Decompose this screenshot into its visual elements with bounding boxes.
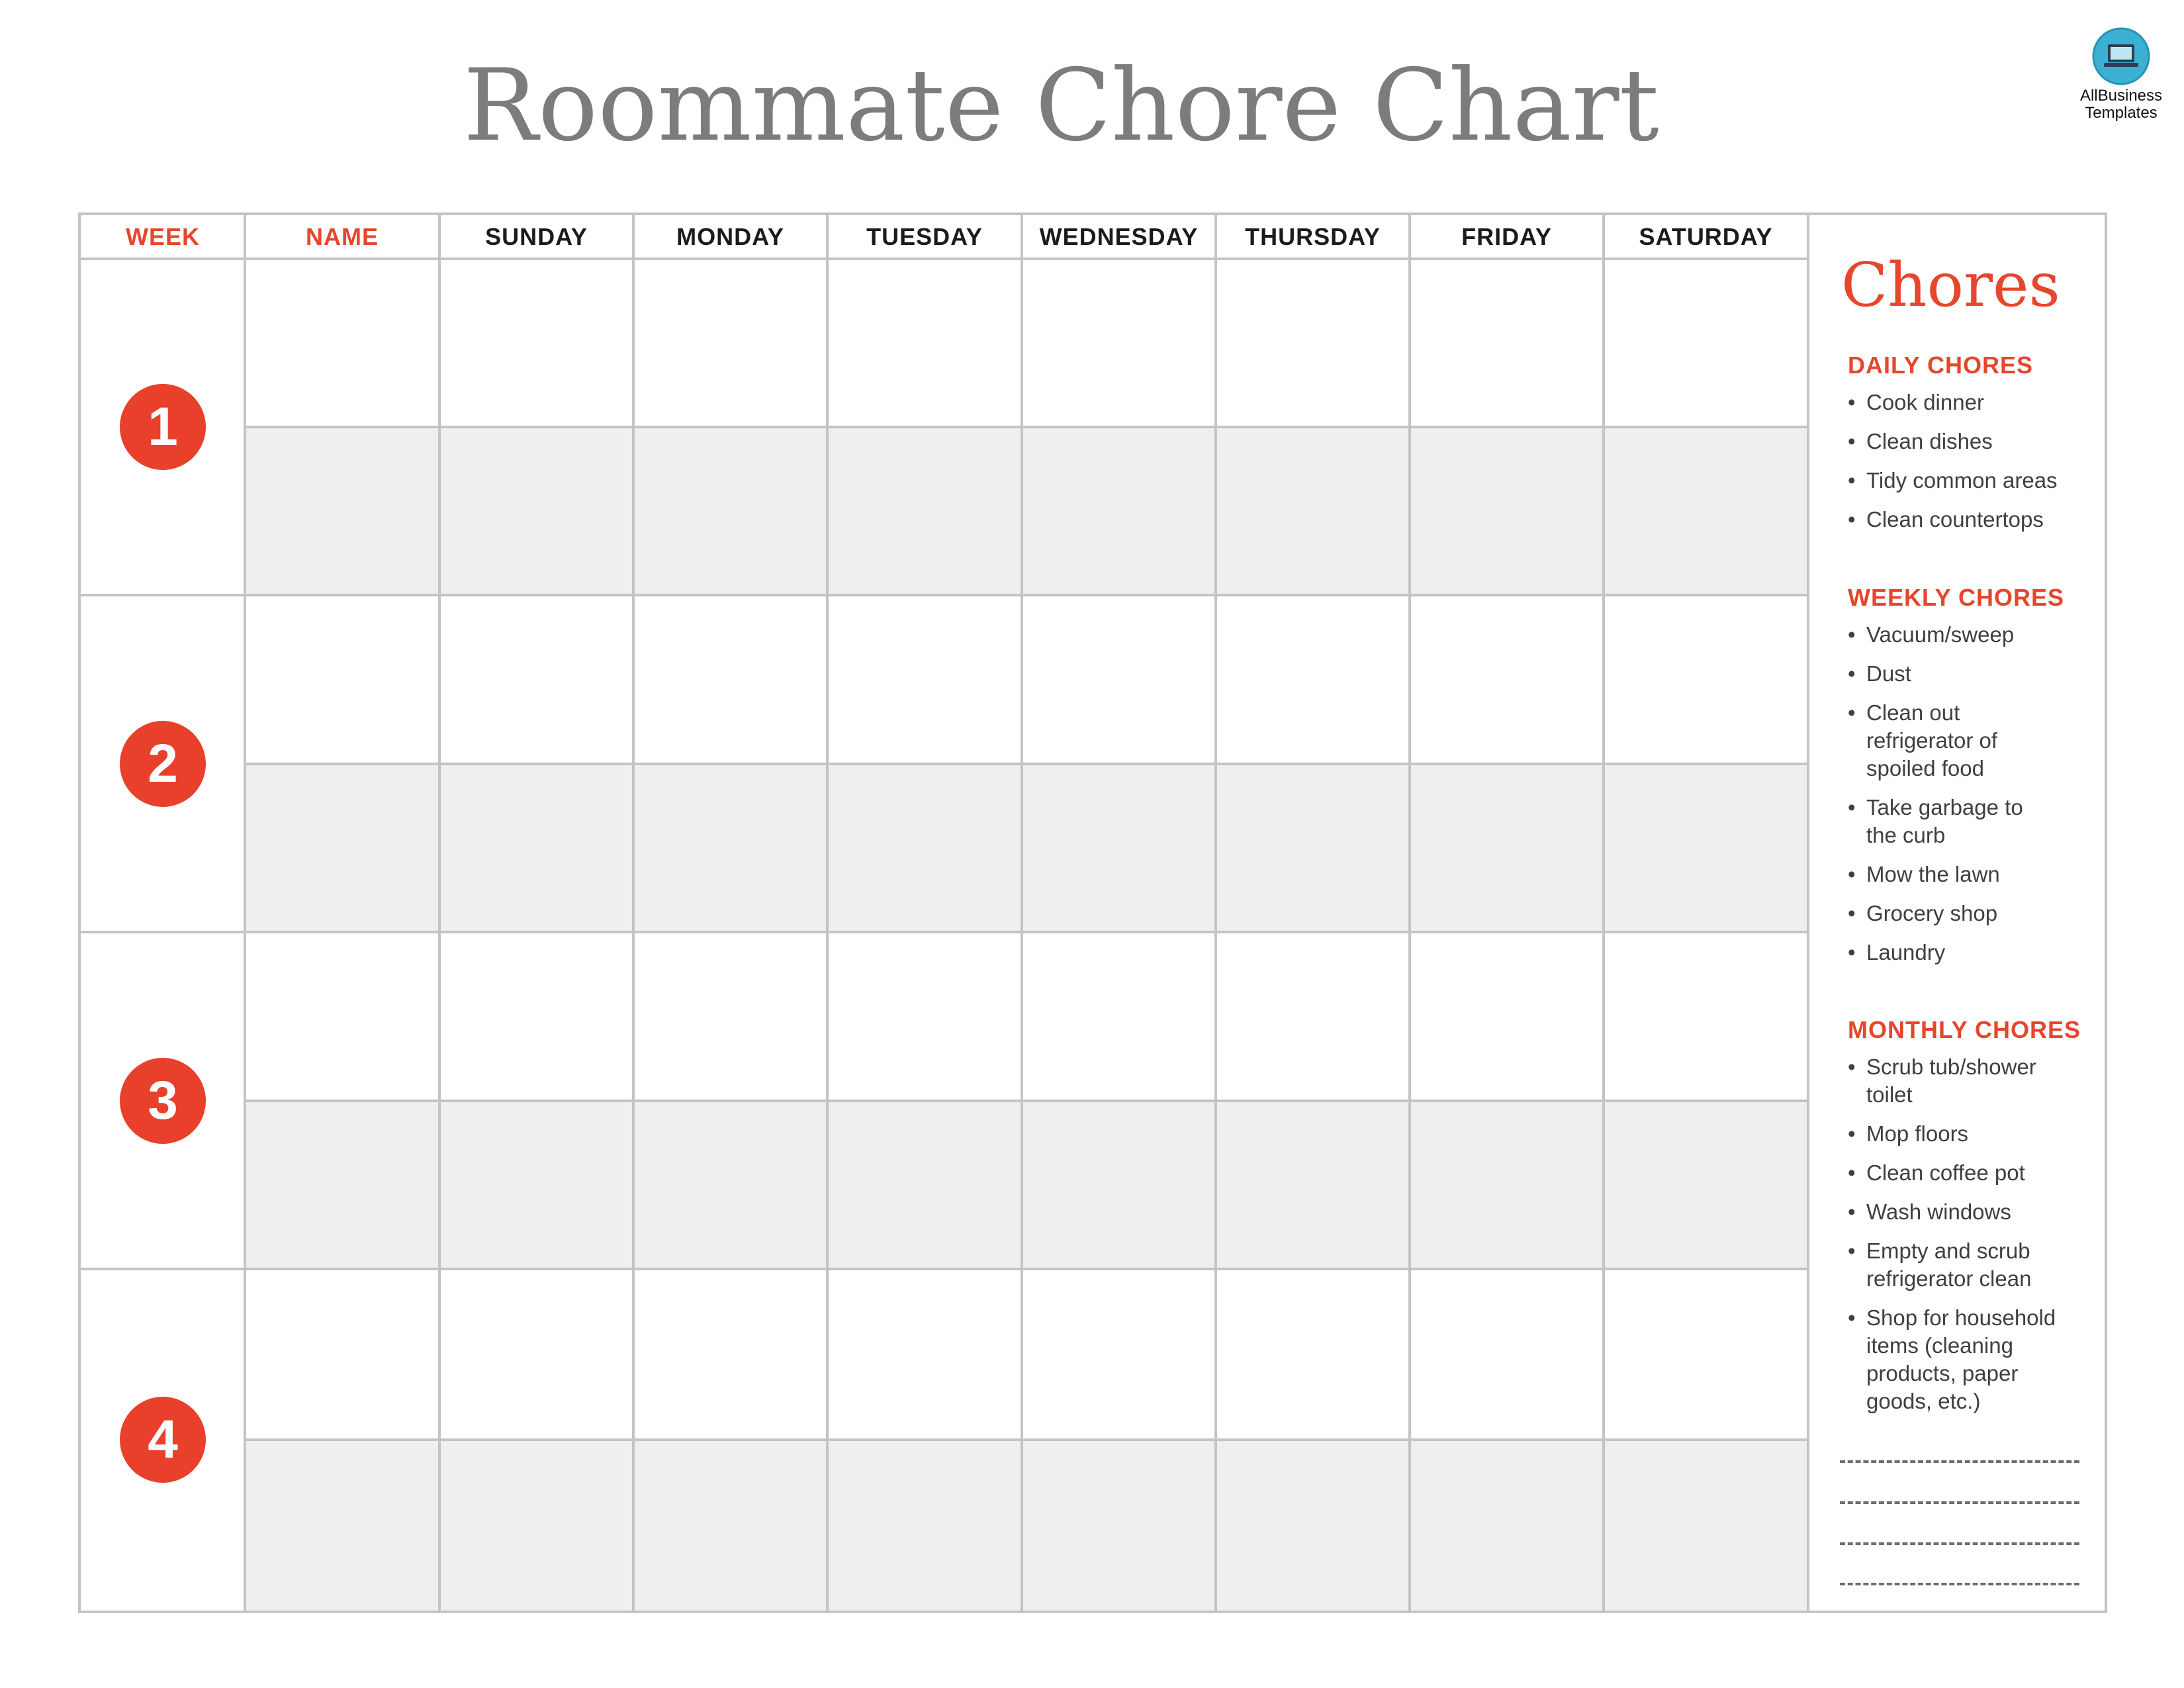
chores-title: Chores	[1841, 250, 2060, 320]
chore-list-item	[1848, 1159, 2099, 1187]
column-header-wednesday: WEDNESDAY	[1039, 223, 1199, 250]
day-cell[interactable]	[635, 932, 826, 1100]
bullet-icon: •	[1848, 795, 1856, 820]
chore-list-item	[1848, 467, 2099, 494]
chore-text: Shop for household items (cleaning products, paper goods, etc.)	[1866, 1305, 2056, 1413]
day-cell[interactable]	[1605, 427, 1807, 595]
bullet-icon: •	[1848, 700, 1856, 725]
column-header-thursday: THURSDAY	[1245, 223, 1381, 250]
weekly-chores-heading: WEEKLY CHORES	[1848, 584, 2065, 611]
day-cell[interactable]	[441, 259, 632, 426]
day-cell[interactable]	[829, 427, 1021, 595]
chore-text: Empty and scrub refrigerator clean	[1866, 1239, 2032, 1291]
name-cell[interactable]	[246, 1101, 438, 1269]
brand-name	[2065, 87, 2177, 122]
day-cell[interactable]	[1217, 764, 1408, 932]
chore-list-item	[1848, 389, 2099, 416]
chore-text: Clean dishes	[1866, 429, 1993, 453]
day-cell[interactable]	[1023, 595, 1214, 763]
day-cell[interactable]	[1605, 595, 1807, 763]
day-cell[interactable]	[635, 1269, 826, 1438]
day-cell[interactable]	[1605, 1440, 1807, 1611]
column-header-name: NAME	[306, 223, 379, 250]
day-cell[interactable]	[1411, 932, 1602, 1100]
chore-text: Clean countertops	[1866, 507, 2044, 532]
week-number-badge: 3	[120, 1058, 206, 1144]
chore-text: Mop floors	[1866, 1121, 1969, 1146]
bullet-icon: •	[1848, 940, 1856, 964]
day-cell[interactable]	[635, 427, 826, 595]
name-cell[interactable]	[246, 595, 438, 763]
chore-text: Tidy common areas	[1866, 468, 2058, 492]
column-header-friday: FRIDAY	[1461, 223, 1552, 250]
day-cell[interactable]	[1605, 932, 1807, 1100]
blank-chore-line[interactable]	[1840, 1501, 2079, 1504]
bullet-icon: •	[1848, 901, 1856, 925]
day-cell[interactable]	[1023, 932, 1214, 1100]
day-cell[interactable]	[829, 595, 1021, 763]
chore-list-item	[1848, 621, 2099, 649]
chore-text: Wash windows	[1866, 1199, 2011, 1224]
chore-list-item	[1848, 1120, 2099, 1148]
chore-text: Cook dinner	[1866, 390, 1984, 414]
day-cell[interactable]	[829, 1440, 1021, 1611]
day-cell[interactable]	[635, 595, 826, 763]
day-cell[interactable]	[1217, 427, 1408, 595]
bullet-icon: •	[1848, 468, 1856, 492]
day-cell[interactable]	[1411, 259, 1602, 426]
chore-text: Scrub tub/shower toilet	[1866, 1055, 2036, 1107]
chore-list-item	[1848, 660, 2099, 688]
chore-text: Vacuum/sweep	[1866, 622, 2015, 647]
day-cell[interactable]	[1411, 764, 1602, 932]
blank-chore-line[interactable]	[1840, 1542, 2079, 1545]
day-cell[interactable]	[829, 1269, 1021, 1438]
column-header-week: WEEK	[126, 223, 200, 250]
day-cell[interactable]	[1023, 764, 1214, 932]
day-cell[interactable]	[441, 764, 632, 932]
chore-text: Dust	[1866, 661, 1911, 686]
brand-name-line1: AllBusiness	[2079, 87, 2163, 105]
day-cell[interactable]	[1217, 932, 1408, 1100]
bullet-icon: •	[1848, 507, 1856, 532]
day-cell[interactable]	[635, 259, 826, 426]
monthly-chores-heading: MONTHLY CHORES	[1848, 1016, 2081, 1043]
day-cell[interactable]	[1217, 259, 1408, 426]
week-number-badge: 1	[120, 384, 206, 470]
day-cell[interactable]	[1023, 1101, 1214, 1269]
day-cell[interactable]	[441, 1101, 632, 1269]
brand-name-line2: Templates	[2085, 104, 2158, 122]
bullet-icon: •	[1848, 862, 1856, 886]
day-cell[interactable]	[1217, 595, 1408, 763]
daily-chores-heading: DAILY CHORES	[1848, 352, 2034, 379]
day-cell[interactable]	[1411, 1269, 1602, 1438]
bullet-icon: •	[1848, 1305, 1856, 1330]
chore-list-item	[1848, 939, 2099, 966]
day-cell[interactable]	[1411, 595, 1602, 763]
day-cell[interactable]	[829, 259, 1021, 426]
blank-chore-line[interactable]	[1840, 1460, 2079, 1463]
day-cell[interactable]	[441, 932, 632, 1100]
day-cell[interactable]	[1411, 1440, 1602, 1611]
day-cell[interactable]	[635, 1440, 826, 1611]
day-cell[interactable]	[829, 932, 1021, 1100]
chore-text: Take garbage to the curb	[1866, 795, 2023, 847]
day-cell[interactable]	[441, 427, 632, 595]
chore-text: Clean out refrigerator of spoiled food	[1866, 700, 1998, 780]
name-cell[interactable]	[246, 1269, 438, 1438]
brand-logo	[2065, 26, 2177, 122]
day-cell[interactable]	[1217, 1440, 1408, 1611]
chores-sidebar	[1808, 222, 2099, 1603]
chore-text: Clean coffee pot	[1866, 1160, 2025, 1185]
bullet-icon: •	[1848, 1199, 1856, 1224]
day-cell[interactable]	[1023, 1440, 1214, 1611]
day-cell[interactable]	[1023, 427, 1214, 595]
column-header-sunday: SUNDAY	[485, 223, 588, 250]
day-cell[interactable]	[1023, 259, 1214, 426]
chore-grid	[78, 212, 2107, 1613]
bullet-icon: •	[1848, 1160, 1856, 1185]
chore-list-item	[1848, 1304, 2099, 1415]
day-cell[interactable]	[441, 595, 632, 763]
chore-text: Mow the lawn	[1866, 862, 2000, 886]
day-cell[interactable]	[1217, 1269, 1408, 1438]
chore-list-item	[1848, 861, 2099, 888]
bullet-icon: •	[1848, 390, 1856, 414]
chore-list-item	[1848, 1237, 2099, 1293]
day-cell[interactable]	[1605, 1269, 1807, 1438]
day-cell[interactable]	[1605, 764, 1807, 932]
bullet-icon: •	[1848, 1055, 1856, 1079]
column-header-tuesday: TUESDAY	[866, 223, 983, 250]
column-header-monday: MONDAY	[676, 223, 784, 250]
bullet-icon: •	[1848, 661, 1856, 686]
bullet-icon: •	[1848, 1121, 1856, 1146]
day-cell[interactable]	[1023, 1269, 1214, 1438]
name-cell[interactable]	[246, 259, 438, 426]
week-number-badge: 2	[120, 721, 206, 807]
day-cell[interactable]	[1605, 1101, 1807, 1269]
blank-chore-line[interactable]	[1840, 1583, 2079, 1585]
page-title: Roommate Chore Chart	[463, 48, 1659, 164]
chore-list-item	[1848, 506, 2099, 534]
day-cell[interactable]	[829, 764, 1021, 932]
name-cell[interactable]	[246, 932, 438, 1100]
chore-text: Grocery shop	[1866, 901, 1998, 925]
day-cell[interactable]	[441, 1269, 632, 1438]
chore-list-item	[1848, 1053, 2099, 1109]
bullet-icon: •	[1848, 429, 1856, 453]
laptop-icon	[2091, 26, 2151, 86]
day-cell[interactable]	[1411, 1101, 1602, 1269]
chore-list-item	[1848, 1198, 2099, 1226]
day-cell[interactable]	[1605, 259, 1807, 426]
chore-list-item	[1848, 428, 2099, 455]
day-cell[interactable]	[635, 1101, 826, 1269]
name-cell[interactable]	[246, 1440, 438, 1611]
chore-text: Laundry	[1866, 940, 1946, 964]
name-cell[interactable]	[246, 764, 438, 932]
column-header-saturday: SATURDAY	[1639, 223, 1773, 250]
chore-list-item	[1848, 794, 2099, 849]
chore-list-item	[1848, 900, 2099, 927]
day-cell[interactable]	[1217, 1101, 1408, 1269]
day-cell[interactable]	[635, 764, 826, 932]
day-cell[interactable]	[1411, 427, 1602, 595]
day-cell[interactable]	[829, 1101, 1021, 1269]
chore-list-item	[1848, 699, 2099, 782]
bullet-icon: •	[1848, 622, 1856, 647]
name-cell[interactable]	[246, 427, 438, 595]
week-number-badge: 4	[120, 1397, 206, 1483]
day-cell[interactable]	[441, 1440, 632, 1611]
bullet-icon: •	[1848, 1239, 1856, 1263]
